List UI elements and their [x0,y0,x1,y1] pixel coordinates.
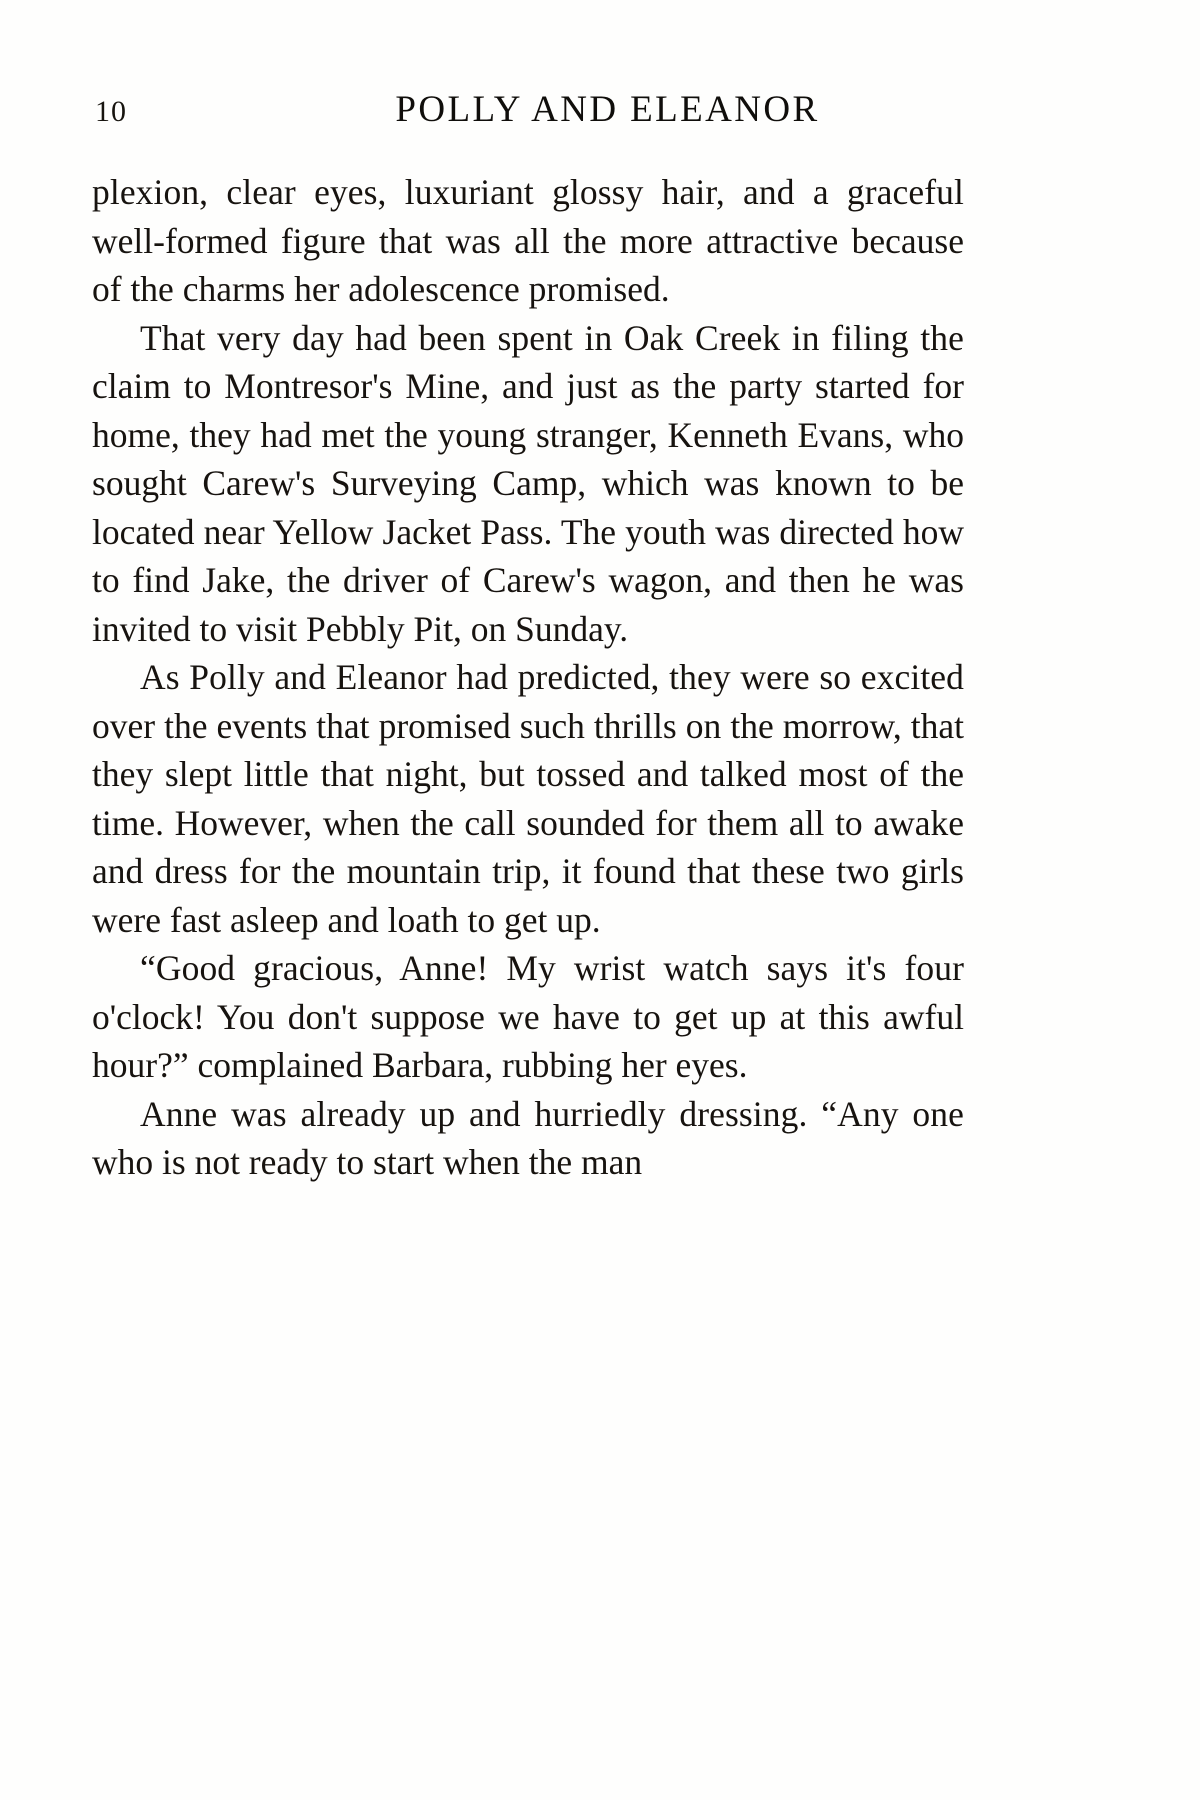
paragraph: As Polly and Eleanor had predicted, they were so excited over the events that promised such thrills on the morrow, that they slept little that night, but tossed and talked most of the time. However, when the call sounded for them all to awake and dress for the mountain trip, it found that these two girls were fast asleep and loath to get up. [92,657,964,940]
paragraph: plexion, clear eyes, luxuriant glossy hair, and a graceful well-formed figure that was all the more attractive because of the charms her adolescence promised. [92,172,964,309]
paragraph: Anne was already up and hurriedly dressing. “Any one who is not ready to start when the man [92,1093,964,1182]
paragraph: That very day had been spent in Oak Creek in filing the claim to Montresor's Mine, and just as the party started for home, they had met the young stranger, Kenneth Evans, who sought Carew's Surveying Camp, which was known to be located near Yellow Jacket Pass. The youth was directed how to find Jake, the driver of Carew's wagon, and then he was invited to visit Pebbly Pit, on Sunday. [92,317,964,649]
running-head-title: POLLY AND ELEANOR [395,89,820,130]
page-header [95,88,1090,144]
body-text [92,168,964,1187]
page-number: 10 [95,95,127,128]
paragraph: “Good gracious, Anne! My wrist watch says it's four o'clock! You don't suppose we have to get up at this awful hour?” complained Barbara, rubbing her eyes. [92,948,964,1085]
